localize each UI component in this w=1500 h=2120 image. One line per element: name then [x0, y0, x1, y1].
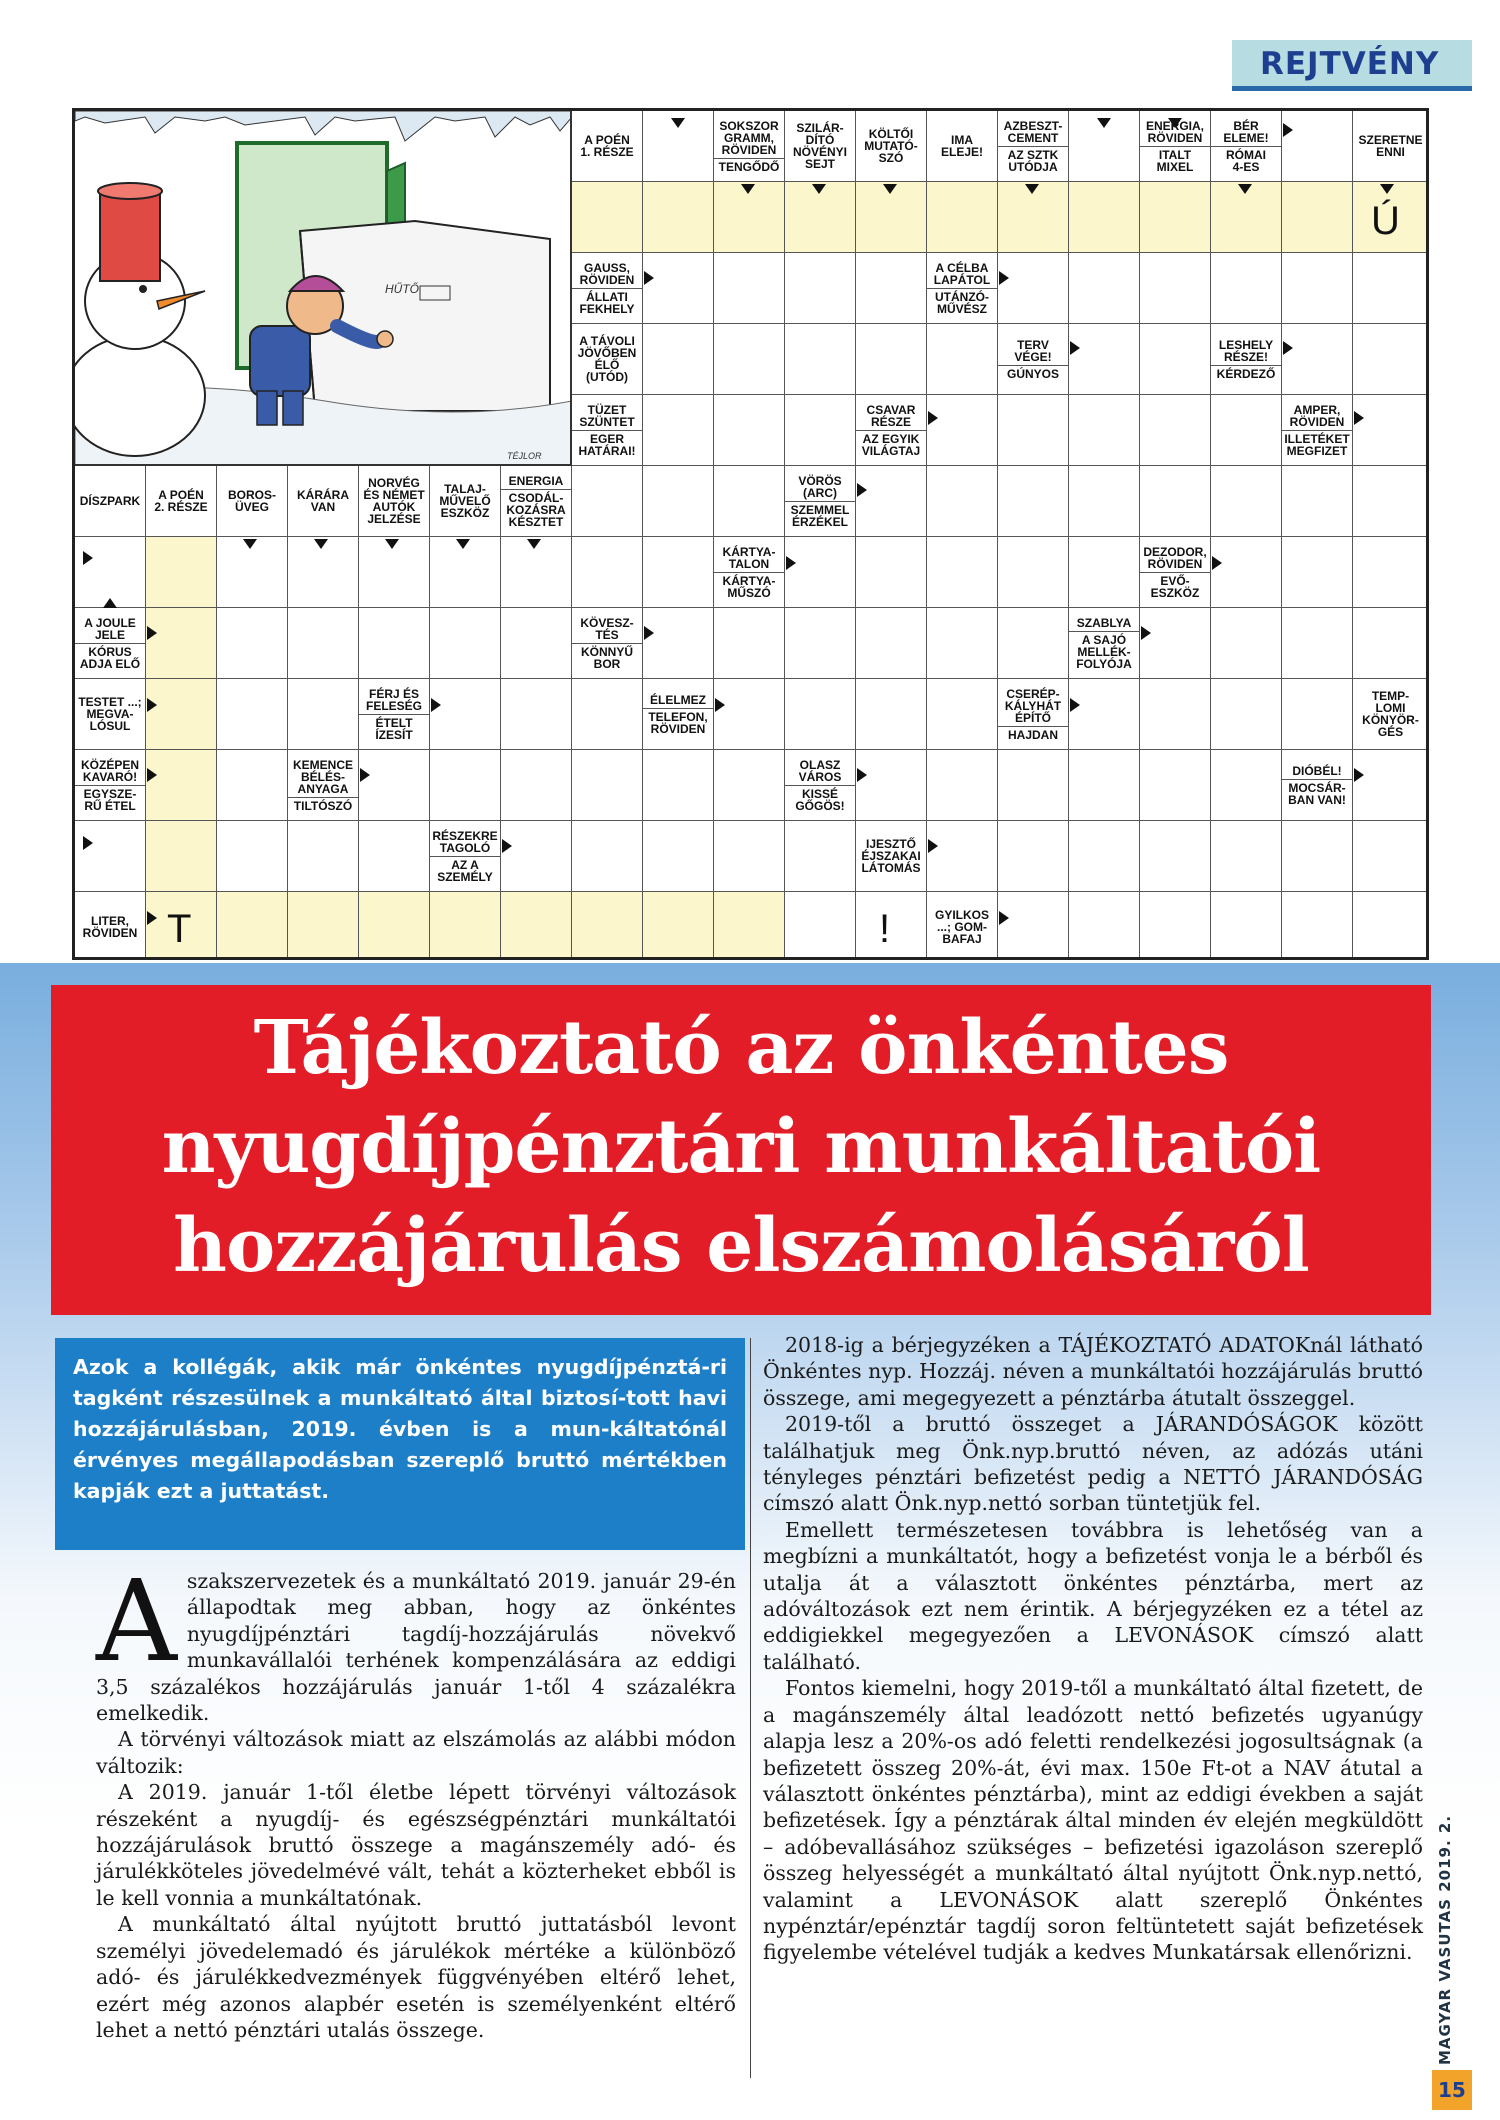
- crossword-cell[interactable]: [572, 466, 643, 537]
- clue-box: ENERGIA, RÖVIDEN ITALT MIXEL: [1140, 111, 1211, 182]
- clue-box: SOKSZOR GRAMM, RÖVIDEN TENGŐDŐ: [714, 111, 785, 182]
- crossword-cell[interactable]: [1211, 750, 1282, 821]
- drop-cap: A: [96, 1557, 177, 1687]
- right-arrow-icon: [83, 836, 93, 850]
- clue-box: TERV VÉGE! GÚNYOS: [998, 324, 1069, 395]
- right-arrow-icon: [1070, 341, 1080, 355]
- right-arrow-icon: [644, 626, 654, 640]
- crossword-cell[interactable]: [430, 679, 501, 750]
- crossword-cell[interactable]: [998, 395, 1069, 466]
- right-arrow-icon: [1070, 698, 1080, 712]
- crossword-cell[interactable]: [1282, 537, 1353, 608]
- crossword-cell[interactable]: [572, 182, 643, 253]
- crossword-cell[interactable]: [856, 892, 927, 960]
- clue-box: SZILÁR- DÍTÓ NÖVÉNYI SEJT: [785, 111, 856, 182]
- crossword-cell[interactable]: [1211, 395, 1282, 466]
- crossword-cell[interactable]: [856, 537, 927, 608]
- crossword-cell[interactable]: [856, 466, 927, 537]
- page-number-box: [1432, 2070, 1472, 2110]
- clue-box: VÖRÖS (ARC) SZEMMEL ÉRZÉKEL: [785, 466, 856, 537]
- crossword-cell[interactable]: [927, 750, 998, 821]
- clue-box: ENERGIA CSODÁL- KOZÁSRA KÉSZTET: [501, 466, 572, 537]
- crossword-cell[interactable]: [714, 395, 785, 466]
- solution-letter: !: [879, 907, 891, 951]
- crossword-cell[interactable]: [1211, 537, 1282, 608]
- crossword-cell[interactable]: [1140, 750, 1211, 821]
- crossword-cell[interactable]: [1140, 395, 1211, 466]
- crossword-cell[interactable]: [1211, 821, 1282, 892]
- crossword-cell[interactable]: [785, 395, 856, 466]
- crossword-cell[interactable]: [1069, 537, 1140, 608]
- right-arrow-icon: [431, 698, 441, 712]
- right-arrow-icon: [928, 411, 938, 425]
- crossword-cell[interactable]: [927, 182, 998, 253]
- article-column-1: [96, 1557, 736, 2043]
- clue-box: IJESZTŐ ÉJSZAKAI LÁTOMÁS: [856, 821, 927, 892]
- crossword-cell[interactable]: [217, 821, 288, 892]
- crossword-cell[interactable]: [856, 679, 927, 750]
- column-divider: [750, 1338, 751, 2078]
- crossword-cell[interactable]: [785, 608, 856, 679]
- crossword-cell[interactable]: [643, 608, 714, 679]
- crossword-cell[interactable]: [1353, 395, 1429, 466]
- crossword-cell[interactable]: [998, 821, 1069, 892]
- crossword-cell[interactable]: [785, 892, 856, 960]
- right-arrow-icon: [147, 626, 157, 640]
- crossword-cell[interactable]: [785, 253, 856, 324]
- crossword-cell[interactable]: [643, 466, 714, 537]
- crossword-cell[interactable]: [643, 324, 714, 395]
- crossword-cell[interactable]: [146, 608, 217, 679]
- clue-box: LITER, RÖVIDEN: [75, 892, 146, 960]
- crossword-cell[interactable]: [714, 608, 785, 679]
- crossword-cell[interactable]: [1069, 253, 1140, 324]
- crossword-cell[interactable]: [1140, 253, 1211, 324]
- crossword-cell[interactable]: [1353, 608, 1429, 679]
- crossword-cell[interactable]: [643, 182, 714, 253]
- crossword-cell[interactable]: [1140, 821, 1211, 892]
- paragraph: Emellett természetesen továbbra is lehetőség van a megbízni a munkáltatót, hogy a befizetést vonja le a bérből és utalja át a választott önkéntes pénztárba, mert az adóváltozások ezt nem érintik. A bérjegyzéken ez a tétel az eddigiekkel megegyezően a LEVONÁSOK címszó alatt található.: [763, 1517, 1423, 1674]
- article-title-line-1: Tájékoztató az önkéntes: [253, 1005, 1229, 1091]
- crossword-cell[interactable]: [288, 892, 359, 960]
- crossword-cell[interactable]: [643, 750, 714, 821]
- paragraph: A törvényi változások miatt az elszámolás az alábbi módon változik:: [96, 1727, 736, 1778]
- crossword-cell[interactable]: [785, 324, 856, 395]
- right-arrow-icon: [644, 271, 654, 285]
- crossword-cell[interactable]: [714, 892, 785, 960]
- crossword-cell[interactable]: [1069, 821, 1140, 892]
- paragraph: Aszakszervezetek és a munkáltató 2019. január 29-én állapodtak meg abban, hogy az önkéntes nyugdíjpénztári tagdíj-hozzájárulás növekvő munkavállalói terhének kompenzálására az eddigi 3,5 százalékos hozzájárulás január 1-től 4 százalékra emelkedik.: [96, 1557, 736, 1726]
- crossword-cell[interactable]: [1353, 750, 1429, 821]
- clue-box: AZBESZT- CEMENT AZ SZTK UTÓDJA: [998, 111, 1069, 182]
- crossword-cell[interactable]: [572, 892, 643, 960]
- cartoon-signature: TÉJLOR: [507, 451, 542, 461]
- down-arrow-icon: [883, 184, 897, 194]
- crossword-cell[interactable]: [1282, 466, 1353, 537]
- crossword-cell[interactable]: [217, 750, 288, 821]
- section-label: REJTVÉNY: [1260, 46, 1440, 82]
- clue-box: DÍSZPARK: [75, 466, 146, 537]
- crossword-cell[interactable]: [1282, 821, 1353, 892]
- page-number: 15: [1438, 2078, 1466, 2102]
- article-title-box: [51, 985, 1431, 1315]
- cartoon-illustration: [75, 111, 572, 466]
- crossword-cell[interactable]: [927, 679, 998, 750]
- crossword-cell[interactable]: [1282, 182, 1353, 253]
- crossword-cell[interactable]: [75, 821, 146, 892]
- crossword-grid: [72, 108, 1429, 960]
- crossword-cell[interactable]: [1211, 608, 1282, 679]
- crossword-cell[interactable]: [1140, 679, 1211, 750]
- crossword-cell[interactable]: [643, 395, 714, 466]
- clue-box: CSAVAR RÉSZE AZ EGYIK VILÁGTAJ: [856, 395, 927, 466]
- crossword-cell[interactable]: [1353, 537, 1429, 608]
- crossword-cell[interactable]: [785, 679, 856, 750]
- crossword-cell[interactable]: [927, 821, 998, 892]
- crossword-cell[interactable]: [1282, 324, 1353, 395]
- crossword-cell[interactable]: [1069, 892, 1140, 960]
- clue-box: A JOULE JELE KÓRUS ADJA ELŐ: [75, 608, 146, 679]
- clue-box: TALAJ- MŰVELŐ ESZKÖZ: [430, 466, 501, 537]
- right-arrow-icon: [147, 911, 157, 925]
- article-column-2: [763, 1332, 1423, 1966]
- crossword-cell[interactable]: [927, 395, 998, 466]
- right-arrow-icon: [147, 698, 157, 712]
- crossword-cell[interactable]: [714, 466, 785, 537]
- crossword-cell[interactable]: [643, 253, 714, 324]
- clue-box: GYILKOS ...; GOM- BAFAJ: [927, 892, 998, 960]
- right-arrow-icon: [83, 551, 93, 565]
- crossword-cell[interactable]: [1353, 892, 1429, 960]
- crossword-cell[interactable]: [927, 466, 998, 537]
- right-arrow-icon: [1212, 556, 1222, 570]
- crossword-cell[interactable]: [1069, 466, 1140, 537]
- crossword-cell[interactable]: [1140, 324, 1211, 395]
- crossword-cell[interactable]: [288, 608, 359, 679]
- right-arrow-icon: [360, 768, 370, 782]
- crossword-cell[interactable]: [714, 679, 785, 750]
- crossword-cell[interactable]: [856, 324, 927, 395]
- right-arrow-icon: [1283, 341, 1293, 355]
- clue-box: OLASZ VÁROS KISSÉ GŐGÖS!: [785, 750, 856, 821]
- down-arrow-icon: [812, 184, 826, 194]
- crossword-cell[interactable]: [501, 750, 572, 821]
- crossword-cell[interactable]: [1353, 324, 1429, 395]
- crossword-cell[interactable]: [1211, 679, 1282, 750]
- crossword-cell[interactable]: [1211, 253, 1282, 324]
- right-arrow-icon: [1354, 768, 1364, 782]
- paragraph: 2018-ig a bérjegyzéken a TÁJÉKOZTATÓ ADATOKnál látható Önkéntes nyp. Hozzáj. néven a munkáltatói hozzájárulás bruttó összege, ami megegyezett a pénztárba átutalt összeggel.: [763, 1333, 1423, 1410]
- crossword-cell[interactable]: [1282, 679, 1353, 750]
- crossword-cell[interactable]: [998, 537, 1069, 608]
- clue-box: A POÉN 2. RÉSZE: [146, 466, 217, 537]
- crossword-cell[interactable]: [1140, 892, 1211, 960]
- right-arrow-icon: [999, 911, 1009, 925]
- down-arrow-icon: [1168, 118, 1182, 128]
- clue-box: NORVÉG ÉS NÉMET AUTÓK JELZÉSE: [359, 466, 430, 537]
- clue-box: KÁRÁRA VAN: [288, 466, 359, 537]
- right-arrow-icon: [857, 768, 867, 782]
- crossword-cell[interactable]: [430, 750, 501, 821]
- crossword-cell[interactable]: [359, 608, 430, 679]
- clue-box: A TÁVOLI JÖVŐBEN ÉLŐ (UTÓD): [572, 324, 643, 395]
- paragraph: A munkáltató által nyújtott bruttó juttatásból levont személyi jövedelemadó és járulékok mértéke a különböző adó- és járulékkedvezmények függvényében eltérő lehet, ezért még azonos alapbér esetén is személyenként eltérő lehet a nettó pénztári utalás összege.: [96, 1912, 736, 2042]
- crossword-cell[interactable]: [1069, 679, 1140, 750]
- down-arrow-icon: [1380, 184, 1394, 194]
- clue-box: LESHELY RÉSZE! KÉRDEZŐ: [1211, 324, 1282, 395]
- cartoon-drawing: [75, 111, 572, 466]
- down-arrow-icon: [385, 539, 399, 549]
- right-arrow-icon: [502, 839, 512, 853]
- clue-box: TESTET ...; MEGVA- LÓSUL: [75, 679, 146, 750]
- crossword-cell[interactable]: [572, 750, 643, 821]
- article-title-line-3: hozzájárulás elszámolásáról: [173, 1203, 1309, 1289]
- crossword-cell[interactable]: [1140, 182, 1211, 253]
- crossword-cell[interactable]: [998, 892, 1069, 960]
- crossword-cell[interactable]: [217, 679, 288, 750]
- crossword-cell[interactable]: [714, 750, 785, 821]
- crossword-cell[interactable]: [1353, 253, 1429, 324]
- right-arrow-icon: [1141, 626, 1151, 640]
- crossword-cell[interactable]: [998, 608, 1069, 679]
- crossword-cell[interactable]: [1140, 466, 1211, 537]
- right-arrow-icon: [1354, 411, 1364, 425]
- crossword-cell[interactable]: [927, 324, 998, 395]
- clue-box: DEZODOR, RÖVIDEN EVŐ- ESZKÖZ: [1140, 537, 1211, 608]
- crossword-cell[interactable]: [1211, 466, 1282, 537]
- crossword-cell[interactable]: [359, 821, 430, 892]
- clue-box: TÜZET SZÜNTET EGER HATÁRAI!: [572, 395, 643, 466]
- section-tab: [1232, 40, 1472, 91]
- lead-box: [55, 1338, 745, 1550]
- down-arrow-icon: [1097, 118, 1111, 128]
- magazine-name: MAGYAR VASUTAS 2019. 2.: [1436, 1815, 1454, 2066]
- crossword-cell[interactable]: [288, 679, 359, 750]
- crossword-cell[interactable]: [1282, 253, 1353, 324]
- clue-box: KÖVESZ- TÉS KÖNNYŰ BOR: [572, 608, 643, 679]
- crossword-cell[interactable]: [501, 608, 572, 679]
- crossword-cell[interactable]: [1069, 324, 1140, 395]
- clue-box: ÉLELMEZ TELEFON, RÖVIDEN: [643, 679, 714, 750]
- clue-box: KÁRTYA- TALON KÁRTYA- MŰSZÓ: [714, 537, 785, 608]
- crossword-cell[interactable]: [1353, 821, 1429, 892]
- clue-box: KÖLTŐI MUTATÓ- SZÓ: [856, 111, 927, 182]
- right-arrow-icon: [147, 768, 157, 782]
- up-arrow-icon: [103, 598, 117, 608]
- right-arrow-icon: [928, 839, 938, 853]
- crossword-cell[interactable]: [572, 821, 643, 892]
- crossword-cell[interactable]: [572, 537, 643, 608]
- crossword-cell[interactable]: [998, 466, 1069, 537]
- right-arrow-icon: [715, 698, 725, 712]
- crossword-cell[interactable]: [714, 253, 785, 324]
- crossword-cell[interactable]: [1069, 750, 1140, 821]
- crossword-cell[interactable]: [785, 821, 856, 892]
- crossword-cell[interactable]: [927, 608, 998, 679]
- clue-box: A POÉN 1. RÉSZE: [572, 111, 643, 182]
- clue-box: RÉSZEKRE TAGOLÓ AZ A SZEMÉLY: [430, 821, 501, 892]
- clue-box: IMA ELEJE!: [927, 111, 998, 182]
- crossword-cell[interactable]: [1211, 892, 1282, 960]
- crossword-cell[interactable]: [1069, 182, 1140, 253]
- crossword-cell[interactable]: [501, 892, 572, 960]
- crossword-cell[interactable]: [1282, 892, 1353, 960]
- paragraph: A 2019. január 1-től életbe lépett törvényi változások részeként a nyugdíj- és egészségpénztári munkáltatói hozzájárulások bruttó összege a magánszemély adó- és járulékköteles jövedelmévé vált, tehát a közterheket ebből is le kell vonnia a munkáltatónak.: [96, 1780, 736, 1910]
- down-arrow-icon: [671, 118, 685, 128]
- crossword-cell[interactable]: [359, 750, 430, 821]
- down-arrow-icon: [527, 539, 541, 549]
- crossword-cell[interactable]: [856, 253, 927, 324]
- crossword-cell[interactable]: [856, 750, 927, 821]
- paragraph: 2019-től a bruttó összeget a JÁRANDÓSÁGOK között találhatjuk meg Önk.nyp.bruttó néven, az adózás utáni tényleges pénztári befizetést pedig a NETTÓ JÁRANDÓSÁG címszó alatt Önk.nyp.nettó sorban tüntetjük fel.: [763, 1412, 1423, 1516]
- down-arrow-icon: [741, 184, 755, 194]
- crossword-cell[interactable]: [998, 750, 1069, 821]
- clue-box: GAUSS, RÖVIDEN ÁLLATI FEKHELY: [572, 253, 643, 324]
- crossword-cell[interactable]: [1282, 608, 1353, 679]
- lead-text: Azok a kollégák, akik már önkéntes nyugdíjpénztá-ri tagként részesülnek a munkáltató által biztosí-tott havi hozzájárulásban, 2019. évben is a mun-káltatónál érvényes megállapodásban szereplő bruttó mértékben kapják ezt a juttatást.: [73, 1355, 727, 1503]
- crossword-cell[interactable]: [643, 892, 714, 960]
- clue-box: SZABLYA A SAJÓ MELLÉK- FOLYÓJA: [1069, 608, 1140, 679]
- clue-box: DIÓBÉL! MOCSÁR- BAN VAN!: [1282, 750, 1353, 821]
- clue-box: BÉR ELEME! RÓMAI 4-ES: [1211, 111, 1282, 182]
- crossword-cell[interactable]: [146, 537, 217, 608]
- clue-box: CSERÉP- KÁLYHÁT ÉPÍTŐ HAJDAN: [998, 679, 1069, 750]
- crossword-cell[interactable]: [217, 892, 288, 960]
- crossword-cell[interactable]: [146, 750, 217, 821]
- crossword-cell[interactable]: [430, 892, 501, 960]
- crossword-cell[interactable]: [430, 608, 501, 679]
- down-arrow-icon: [243, 539, 257, 549]
- crossword-cell[interactable]: [643, 537, 714, 608]
- crossword-cell[interactable]: [1140, 608, 1211, 679]
- clue-box: KEMENCE BÉLÉS- ANYAGA TILTÓSZÓ: [288, 750, 359, 821]
- solution-letter: Ú: [1371, 199, 1400, 243]
- fridge-label: HŰTŐ: [385, 282, 419, 296]
- clue-box: SZERETNE ENNI: [1353, 111, 1429, 182]
- crossword-cell[interactable]: [1282, 111, 1353, 182]
- crossword-cell[interactable]: [146, 679, 217, 750]
- crossword-cell[interactable]: [643, 821, 714, 892]
- clue-box: TEMP- LOMI KÖNYÖR- GÉS: [1353, 679, 1429, 750]
- clue-box: A CÉLBA LAPÁTOL UTÁNZÓ- MŰVÉSZ: [927, 253, 998, 324]
- crossword-cell[interactable]: [501, 679, 572, 750]
- crossword-cell[interactable]: [785, 537, 856, 608]
- crossword-cell[interactable]: [998, 253, 1069, 324]
- clue-box: AMPER, RÖVIDEN ILLETÉKET MEGFIZET: [1282, 395, 1353, 466]
- down-arrow-icon: [1238, 184, 1252, 194]
- crossword-cell[interactable]: [1353, 466, 1429, 537]
- right-arrow-icon: [786, 556, 796, 570]
- right-arrow-icon: [857, 483, 867, 497]
- down-arrow-icon: [314, 539, 328, 549]
- solution-letter: T: [167, 907, 192, 951]
- crossword-cell[interactable]: [927, 537, 998, 608]
- clue-box: FÉRJ ÉS FELESÉG ÉTELT ÍZESÍT: [359, 679, 430, 750]
- clue-box: BOROS- ÜVEG: [217, 466, 288, 537]
- crossword-cell[interactable]: [714, 821, 785, 892]
- article-title-line-2: nyugdíjpénztári munkáltatói: [161, 1104, 1321, 1190]
- right-arrow-icon: [999, 271, 1009, 285]
- crossword-cell[interactable]: [359, 892, 430, 960]
- crossword-cell[interactable]: [288, 821, 359, 892]
- crossword-cell[interactable]: [1069, 395, 1140, 466]
- crossword-cell[interactable]: [146, 821, 217, 892]
- clue-box: KÖZÉPEN KAVARÓ! EGYSZE- RŰ ÉTEL: [75, 750, 146, 821]
- crossword-cell[interactable]: [572, 679, 643, 750]
- crossword-cell[interactable]: [714, 324, 785, 395]
- crossword-cell[interactable]: [856, 608, 927, 679]
- down-arrow-icon: [1025, 184, 1039, 194]
- down-arrow-icon: [456, 539, 470, 549]
- crossword-cell[interactable]: [501, 821, 572, 892]
- paragraph: Fontos kiemelni, hogy 2019-től a munkáltató által fizetett, de a magánszemély által leadózott nettó befizetés ugyanúgy alapja lesz a 20%-os adó feletti rendelkezési jogosultságnak (a befizetett összeg 20%-át, évi max. 150e Ft-ot a NAV átutal a választott önkéntes pénztárba), mint az eddigi években a saját befizetések. Így a pénztárak által minden év elején megküldött – adóbevallásához szükséges – befizetési igazoláson szereplő összeg helyességét a munkáltató által nyújtott Önk.nyp.nettó, valamint a LEVONÁSOK alatt szereplő Önkéntes nypénztár/epénztár tagdíj soron feltüntetett saját befizetések figyelembe vételével tudják a kedves Munkatársak ellenőrizni.: [763, 1676, 1423, 1965]
- crossword-cell[interactable]: [217, 608, 288, 679]
- right-arrow-icon: [1283, 123, 1293, 137]
